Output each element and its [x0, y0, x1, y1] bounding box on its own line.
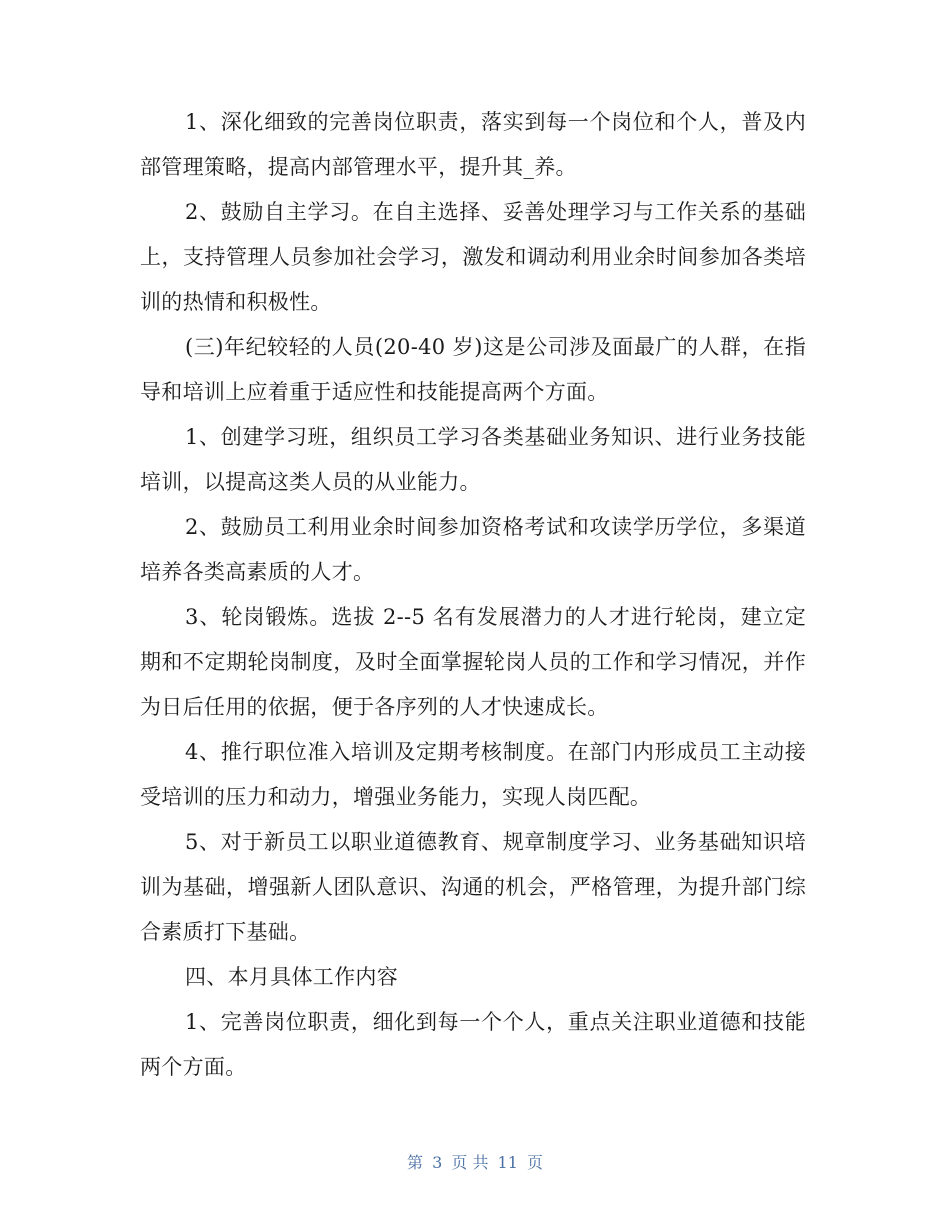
paragraph: 1、深化细致的完善岗位职责，落实到每一个岗位和个人，普及内部管理策略，提高内部管理水平，提升其_养。	[140, 110, 806, 179]
footer-middle: 页 共	[451, 1153, 489, 1172]
footer-suffix: 页	[527, 1153, 544, 1172]
paragraph: 2、鼓励员工利用业余时间参加资格考试和攻读学历学位，多渠道培养各类高素质的人才。	[140, 515, 806, 584]
page-footer	[0, 1150, 950, 1173]
paragraph: 5、对于新员工以职业道德教育、规章制度学习、业务基础知识培训为基础，增强新人团队意识、沟通的机会，严格管理，为提升部门综合素质打下基础。	[140, 830, 806, 944]
paragraph: 1、完善岗位职责，细化到每一个个人，重点关注职业道德和技能两个方面。	[140, 1010, 806, 1079]
paragraph: 2、鼓励自主学习。在自主选择、妥善处理学习与工作关系的基础上，支持管理人员参加社会学习，激发和调动利用业余时间参加各类培训的热情和积极性。	[140, 200, 806, 314]
footer-prefix: 第	[406, 1153, 423, 1172]
current-page-number: 3	[432, 1153, 443, 1172]
paragraph: 1、创建学习班，组织员工学习各类基础业务知识、进行业务技能培训，以提高这类人员的从业能力。	[140, 425, 806, 494]
paragraph: 4、推行职位准入培训及定期考核制度。在部门内形成员工主动接受培训的压力和动力，增强业务能力，实现人岗匹配。	[140, 740, 806, 809]
total-pages-number: 11	[497, 1153, 518, 1172]
paragraph: 3、轮岗锻炼。选拔 2--5 名有发展潜力的人才进行轮岗，建立定期和不定期轮岗制度，及时全面掌握轮岗人员的工作和学习情况，并作为日后任用的依据，便于各序列的人才快速成长。	[140, 605, 806, 719]
paragraph: (三)年纪较轻的人员(20-40 岁)这是公司涉及面最广的人群，在指导和培训上应着重于适应性和技能提高两个方面。	[140, 335, 806, 404]
document-body	[140, 100, 806, 1090]
section-heading: 四、本月具体工作内容	[185, 965, 398, 989]
